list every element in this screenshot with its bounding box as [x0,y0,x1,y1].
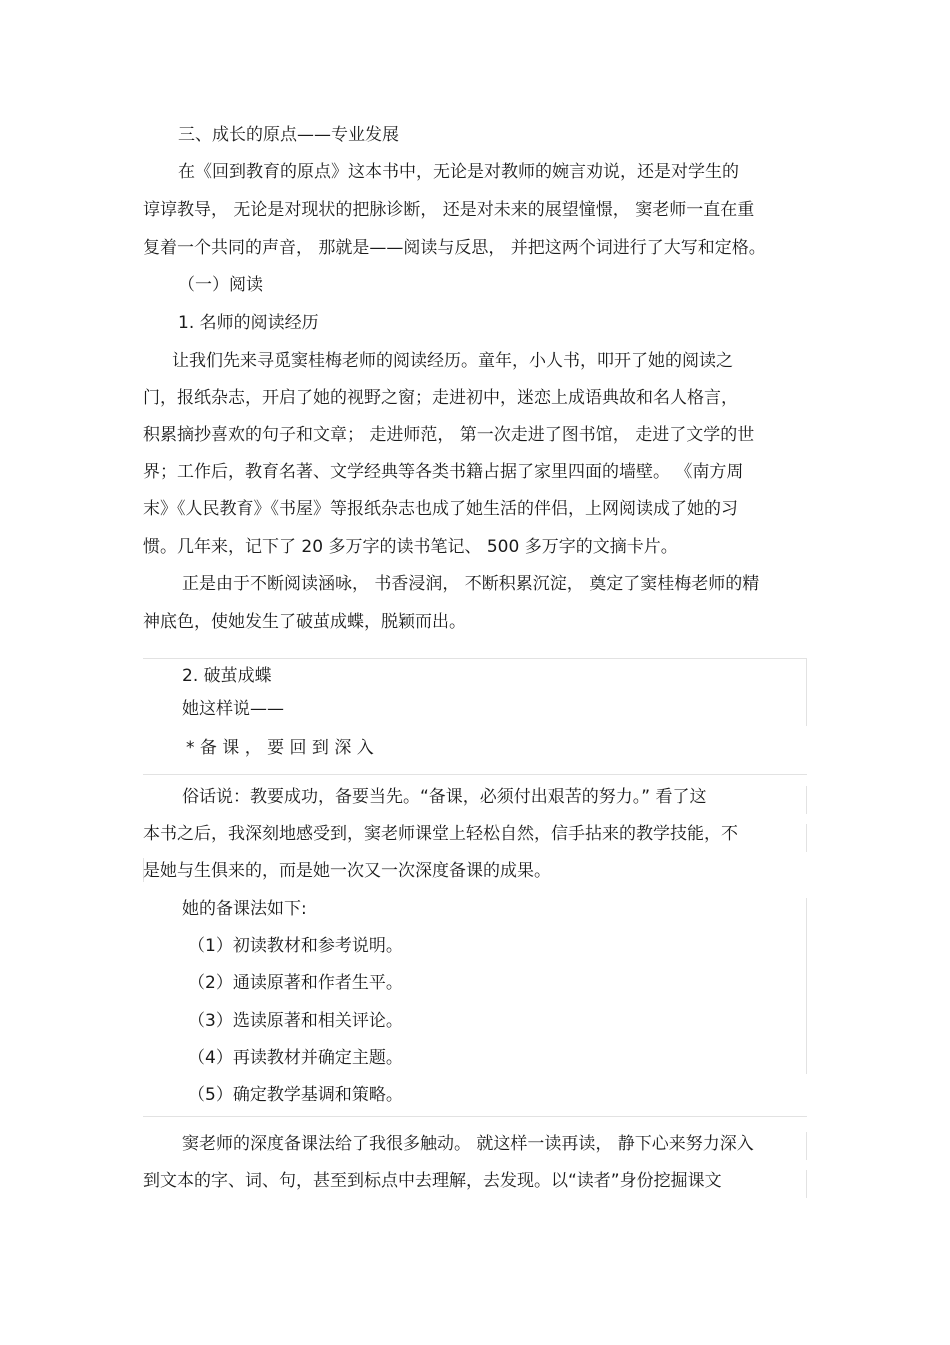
paragraph-line: 门，报纸杂志，开启了她的视野之窗；走进初中，迷恋上成语典故和名人格言， [143,388,738,408]
item-heading: 1. 名师的阅读经历 [178,313,319,333]
list-item: （5）确定教学基调和策略。 [188,1085,403,1105]
paragraph-line: 在《回到教育的原点》这本书中，无论是对教师的婉言劝说，还是对学生的 [178,162,739,182]
paragraph-line: 窦老师的深度备课法给了我很多触动。 就这样一读再读， 静下心来努力深入 [182,1134,754,1154]
frame-rule [143,774,807,775]
paragraph-line: 到文本的字、词、句，甚至到标点中去理解，去发现。以“读者”身份挖掘课文 [143,1171,722,1191]
paragraph-line: 她这样说—— [182,699,284,719]
paragraph-line: 积累摘抄喜欢的句子和文章； 走进师范， 第一次走进了图书馆， 走进了文学的世 [143,425,755,445]
item-heading: 2. 破茧成蝶 [182,666,272,686]
paragraph-line: 她的备课法如下: [182,899,307,919]
paragraph-line: 神底色，使她发生了破茧成蝶，脱颖而出。 [143,612,466,632]
list-item: （2）通读原著和作者生平。 [188,973,403,993]
frame-rule [806,658,807,726]
frame-rule [806,1132,807,1160]
list-item: （1）初读教材和参考说明。 [188,936,403,956]
paragraph-line: 复着一个共同的声音， 那就是——阅读与反思， 并把这两个词进行了大写和定格。 [143,238,766,258]
section-heading: 三、成长的原点——专业发展 [178,125,399,145]
paragraph-line: 是她与生俱来的，而是她一次又一次深度备课的成果。 [143,861,551,881]
paragraph-line: 本书之后，我深刻地感受到，窦老师课堂上轻松自然，信手拈来的教学技能，不 [143,824,738,844]
frame-rule [806,1170,807,1198]
frame-rule [143,658,807,659]
subsection-heading: （一）阅读 [178,275,263,295]
frame-rule [806,824,807,852]
list-item: （3）选读原著和相关评论。 [188,1011,403,1031]
paragraph-line: 末》《人民教育》《书屋》等报纸杂志也成了她生活的伴侣，上网阅读成了她的习 [143,499,738,519]
paragraph-line: 谆谆教导， 无论是对现状的把脉诊断， 还是对未来的展望憧憬， 窦老师一直在重 [143,200,755,220]
paragraph-line: 俗话说：教要成功，备要当先。“备课，必须付出艰苦的努力。” 看了这 [182,787,707,807]
paragraph-line: 让我们先来寻觅窦桂梅老师的阅读经历。童年，小人书，叩开了她的阅读之 [172,351,733,371]
frame-rule [806,786,807,814]
frame-rule [143,1116,807,1117]
paragraph-line: 界；工作后，教育名著、文学经典等各类书籍占据了家里四面的墙壁。 《南方周 [143,462,744,482]
frame-rule [806,898,807,1074]
paragraph-line: 惯。几年来，记下了 20 多万字的读书笔记、 500 多万字的文摘卡片。 [143,537,678,557]
bullet-line: * 备 课 ， 要 回 到 深 入 [186,738,374,758]
paragraph-line: 正是由于不断阅读涵咏， 书香浸润， 不断积累沉淀， 奠定了窦桂梅老师的精 [182,574,760,594]
list-item: （4）再读教材并确定主题。 [188,1048,403,1068]
